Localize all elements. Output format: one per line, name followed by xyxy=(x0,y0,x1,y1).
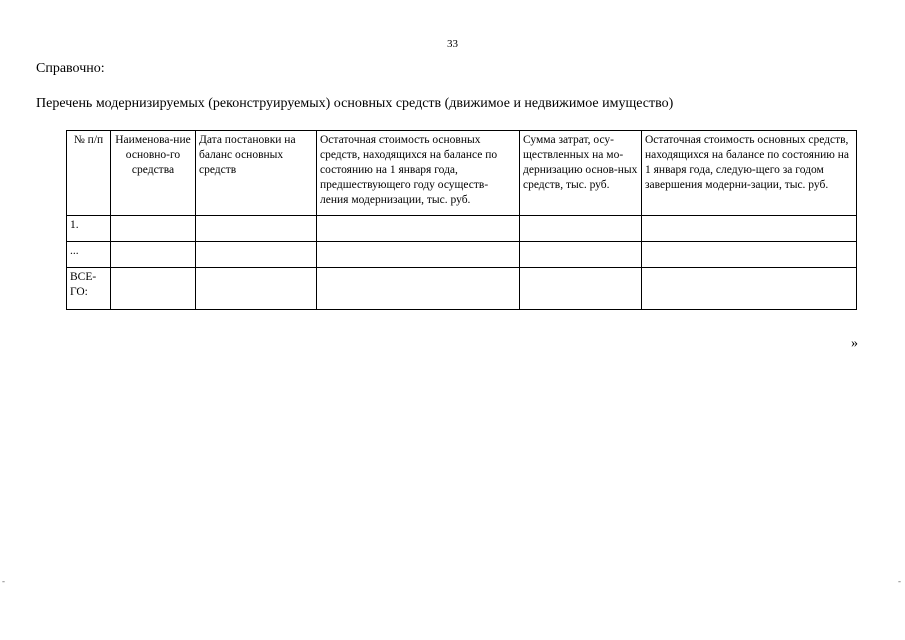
table-cell xyxy=(520,268,642,310)
table-cell xyxy=(196,268,317,310)
table-cell: ВСЕ-ГО: xyxy=(67,268,111,310)
table-cell xyxy=(642,242,857,268)
table-cell xyxy=(196,216,317,242)
table-total-row xyxy=(67,268,857,310)
table-row xyxy=(67,242,857,268)
table-cell xyxy=(111,216,196,242)
table-cell xyxy=(520,242,642,268)
page-number: 33 xyxy=(447,38,458,50)
reference-note: Справочно: xyxy=(36,61,105,76)
header-residual-value-before: Остаточная стоимость основных средств, находящихся на балансе по состоянию на 1 января года, предшествующего году осуществ-ления модернизации, тыс. руб. xyxy=(317,131,520,216)
table-cell xyxy=(196,242,317,268)
header-residual-value-after: Остаточная стоимость основных средств, находящихся на балансе по состоянию на 1 января года, следую-щего за годом завершения модерни-зации, тыс. руб. xyxy=(642,131,857,216)
table-cell: 1. xyxy=(67,216,111,242)
table-cell xyxy=(520,216,642,242)
table-cell xyxy=(642,216,857,242)
table-row xyxy=(67,216,857,242)
table-cell xyxy=(111,268,196,310)
table-cell xyxy=(317,242,520,268)
document-title: Перечень модернизируемых (реконструируемых) основных средств (движимое и недвижимое имущество) xyxy=(36,96,674,111)
header-asset-name: Наименова-ние основно-го средства xyxy=(111,131,196,216)
table-cell xyxy=(317,216,520,242)
closing-quote: » xyxy=(851,336,858,351)
table-cell xyxy=(317,268,520,310)
table-header-row xyxy=(67,131,857,216)
header-modernization-cost: Сумма затрат, осу-ществленных на мо-дернизацию основ-ных средств, тыс. руб. xyxy=(520,131,642,216)
header-number: № п/п xyxy=(67,131,111,216)
assets-table xyxy=(66,130,857,310)
table-cell: ... xyxy=(67,242,111,268)
table-cell xyxy=(111,242,196,268)
header-registration-date: Дата постановки на баланс основных средств xyxy=(196,131,317,216)
margin-mark-left: - xyxy=(2,576,5,586)
margin-mark-right: - xyxy=(898,576,901,586)
table-cell xyxy=(642,268,857,310)
